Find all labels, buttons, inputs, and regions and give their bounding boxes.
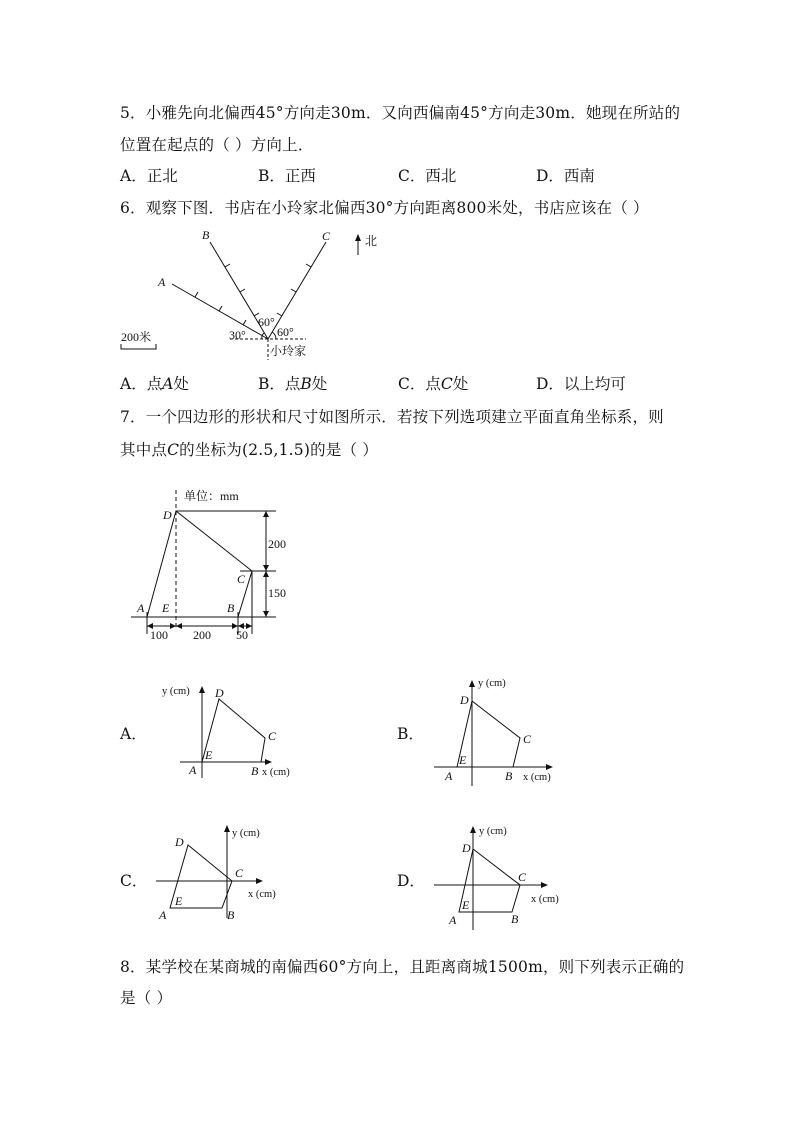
svg-text:D: D: [215, 686, 224, 700]
q7a-y-axis-label: y (cm): [162, 686, 190, 697]
q8-stem-line2: 是（ ）: [120, 989, 173, 1007]
q6-label-a: A: [158, 275, 166, 289]
q7-point-d: D: [163, 508, 172, 522]
q7b-y-axis-label: y (cm): [478, 678, 506, 689]
q6-label-b: B: [202, 228, 210, 242]
q7d-y-axis-label: y (cm): [479, 826, 507, 837]
q6-label-home: 小玲家: [270, 344, 307, 358]
svg-text:B: B: [511, 912, 519, 926]
q6-angle-60-right: 60°: [277, 325, 294, 339]
q5-option-c: C．西北: [398, 167, 457, 185]
svg-text:C: C: [268, 729, 277, 743]
q7-option-d-label: D．: [397, 872, 425, 890]
q7-point-c: C: [237, 572, 246, 586]
q7-point-b: B: [227, 601, 235, 615]
q5-stem-line2: 位置在起点的（ ）方向上．: [120, 136, 314, 154]
q7-dim-200-vertical: 200: [268, 537, 286, 551]
q5-option-b: B．正西: [258, 167, 316, 185]
svg-text:C: C: [235, 866, 244, 880]
svg-text:A: A: [445, 769, 453, 783]
q6-label-c: C: [322, 229, 331, 243]
q6-option-c: C．点C处: [398, 375, 469, 393]
svg-text:D: D: [460, 693, 469, 707]
svg-text:B: B: [505, 769, 513, 783]
svg-text:D: D: [462, 841, 471, 855]
svg-text:E: E: [205, 748, 213, 762]
svg-text:E: E: [459, 753, 467, 767]
svg-text:D: D: [175, 835, 184, 849]
q7a-x-axis-label: x (cm): [262, 767, 290, 778]
q6-angle-30: 30°: [229, 328, 246, 342]
q7-dim-100: 100: [150, 628, 168, 642]
svg-text:A: A: [189, 763, 197, 777]
q7-option-c-label: C．: [120, 872, 148, 890]
q6-scale-label: 200米: [121, 330, 152, 344]
q6-option-d: D．以上均可: [536, 375, 626, 393]
q7-option-b-label: B．: [397, 725, 424, 743]
q7-stem-line2: 其中点C的坐标为(2.5,1.5)的是（ ）: [120, 441, 379, 459]
svg-text:E: E: [462, 898, 470, 912]
svg-text:E: E: [175, 894, 183, 908]
q7-point-a: A: [137, 601, 145, 615]
q7d-x-axis-label: x (cm): [531, 894, 559, 905]
q6-label-north: 北: [365, 234, 378, 248]
q7-dim-150: 150: [268, 586, 286, 600]
q6-option-a: A．点A处: [120, 375, 189, 393]
q7b-x-axis-label: x (cm): [523, 772, 551, 783]
svg-text:C: C: [518, 870, 527, 884]
svg-text:C: C: [523, 732, 532, 746]
q5-option-d: D．西南: [536, 167, 595, 185]
q5-option-a: A．正北: [120, 167, 178, 185]
q7-point-e: E: [162, 601, 170, 615]
q7-dim-200-horizontal: 200: [193, 628, 211, 642]
q7c-x-axis-label: x (cm): [248, 889, 276, 900]
q6-stem: 6．观察下图．书店在小玲家北偏西30°方向距离800米处，书店应该在（ ）: [120, 199, 649, 217]
q7c-y-axis-label: y (cm): [232, 828, 260, 839]
svg-text:A: A: [159, 908, 167, 922]
q7-unit-label: 单位：mm: [184, 489, 239, 503]
q7-dim-50: 50: [236, 628, 248, 642]
svg-text:B: B: [251, 764, 259, 778]
q7-option-a-label: A．: [120, 725, 147, 743]
q8-stem-line1: 8．某学校在某商城的南偏西60°方向上，且距离商城1500m，则下列表示正确的: [120, 958, 685, 976]
q6-angle-60-left: 60°: [258, 315, 275, 329]
svg-text:B: B: [227, 908, 235, 922]
q7-stem-line1: 7．一个四边形的形状和尺寸如图所示．若按下列选项建立平面直角坐标系，则: [120, 408, 664, 426]
q6-option-b: B．点B处: [258, 375, 328, 393]
q5-stem-line1: 5．小雅先向北偏西45°方向走30m．又向西偏南45°方向走30m．她现在所站的: [120, 104, 681, 122]
svg-text:A: A: [449, 913, 457, 927]
